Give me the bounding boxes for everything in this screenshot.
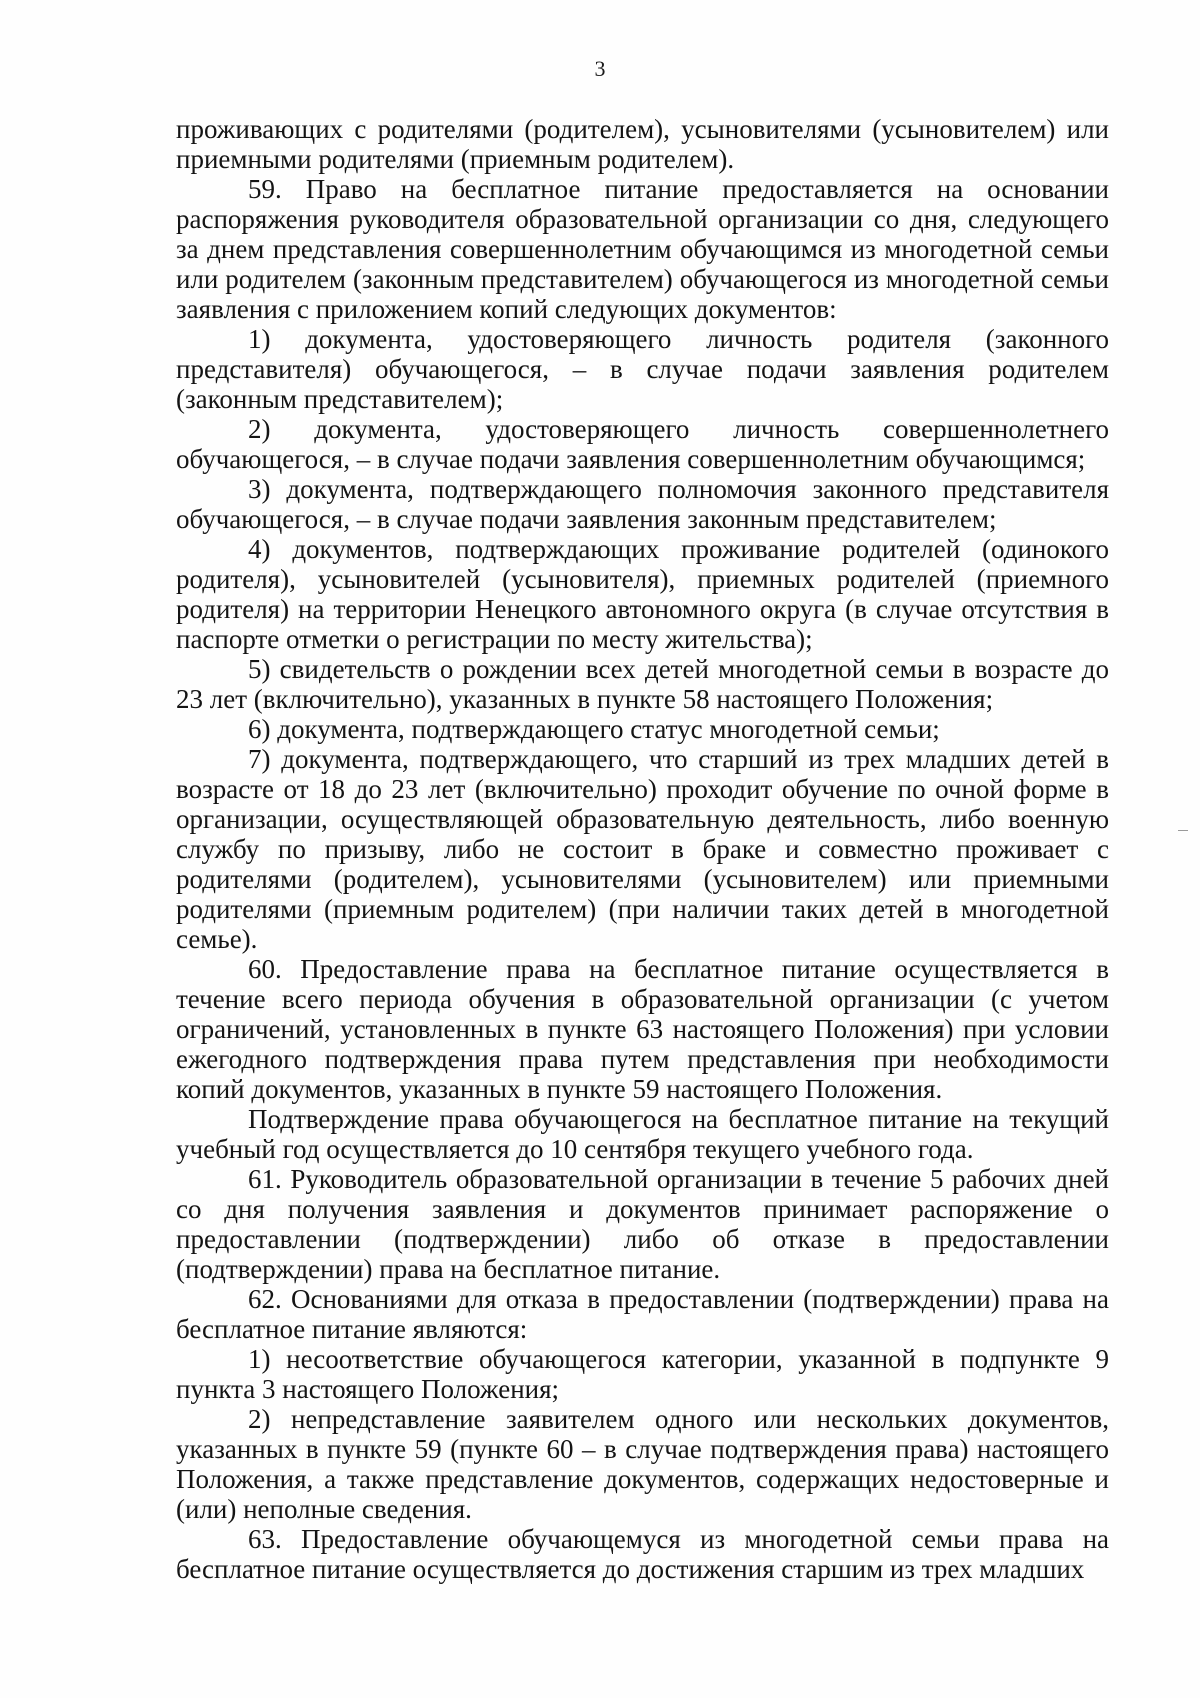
paragraph: проживающих с родителями (родителем), усыновителями (усыновителем) или приемными родителями (приемным родителем).	[176, 114, 1109, 174]
paragraph: Подтверждение права обучающегося на бесплатное питание на текущий учебный год осуществляется до 10 сентября текущего учебного года.	[176, 1104, 1109, 1164]
list-item: 1) документа, удостоверяющего личность родителя (законного представителя) обучающегося, – в случае подачи заявления родителем (законным представителем);	[176, 324, 1109, 414]
list-item: 7) документа, подтверждающего, что старший из трех младших детей в возрасте от 18 до 23 лет (включительно) проходит обучение по очной форме в организации, осуществляющей образовательную деятельность, либо военную службу по призыву, либо не состоит в браке и совместно проживает с родителями (родителем), усыновителями (усыновителем) или приемными родителями (приемным родителем) (при наличии таких детей в многодетной семье).	[176, 744, 1109, 954]
document-body	[176, 114, 1109, 1584]
list-item: 6) документа, подтверждающего статус многодетной семьи;	[248, 714, 940, 744]
paragraph-61: 61. Руководитель образовательной организации в течение 5 рабочих дней со дня получения заявления и документов принимает распоряжение о предоставлении (подтверждении) либо об отказе в предоставлении (подтверждении) права на бесплатное питание.	[176, 1164, 1109, 1284]
paragraph-60: 60. Предоставление права на бесплатное питание осуществляется в течение всего периода обучения в образовательной организации (с учетом ограничений, установленных в пункте 63 настоящего Положения) при условии ежегодного подтверждения права путем представления при необходимости копий документов, указанных в пункте 59 настоящего Положения.	[176, 954, 1109, 1104]
scan-mark	[1178, 830, 1188, 831]
list-item: 2) документа, удостоверяющего личность совершеннолетнего обучающегося, – в случае подачи заявления совершеннолетним обучающимся;	[176, 414, 1109, 474]
paragraph-59: 59. Право на бесплатное питание предоставляется на основании распоряжения руководителя образовательной организации со дня, следующего за днем представления совершеннолетним обучающимся из многодетной семьи или родителем (законным представителем) обучающегося из многодетной семьи заявления с приложением копий следующих документов:	[176, 174, 1109, 324]
list-item: 4) документов, подтверждающих проживание родителей (одинокого родителя), усыновителей (усыновителя), приемных родителей (приемного родителя) на территории Ненецкого автономного округа (в случае отсутствия в паспорте отметки о регистрации по месту жительства);	[176, 534, 1109, 654]
paragraph-62: 62. Основаниями для отказа в предоставлении (подтверждении) права на бесплатное питание являются:	[176, 1284, 1109, 1344]
page-number: 3	[594, 56, 606, 81]
list-item: 3) документа, подтверждающего полномочия законного представителя обучающегося, – в случае подачи заявления законным представителем;	[176, 474, 1109, 534]
list-item: 2) непредставление заявителем одного или нескольких документов, указанных в пункте 59 (пункте 60 – в случае подтверждения права) настоящего Положения, а также представление документов, содержащих недостоверные и (или) неполные сведения.	[176, 1404, 1109, 1524]
paragraph-63: 63. Предоставление обучающемуся из многодетной семьи права на бесплатное питание осуществляется до достижения старшим из трех младших	[176, 1524, 1109, 1584]
list-item: 1) несоответствие обучающегося категории, указанной в подпункте 9 пункта 3 настоящего Положения;	[176, 1344, 1109, 1404]
list-item: 5) свидетельств о рождении всех детей многодетной семьи в возрасте до 23 лет (включительно), указанных в пункте 58 настоящего Положения;	[176, 654, 1109, 714]
